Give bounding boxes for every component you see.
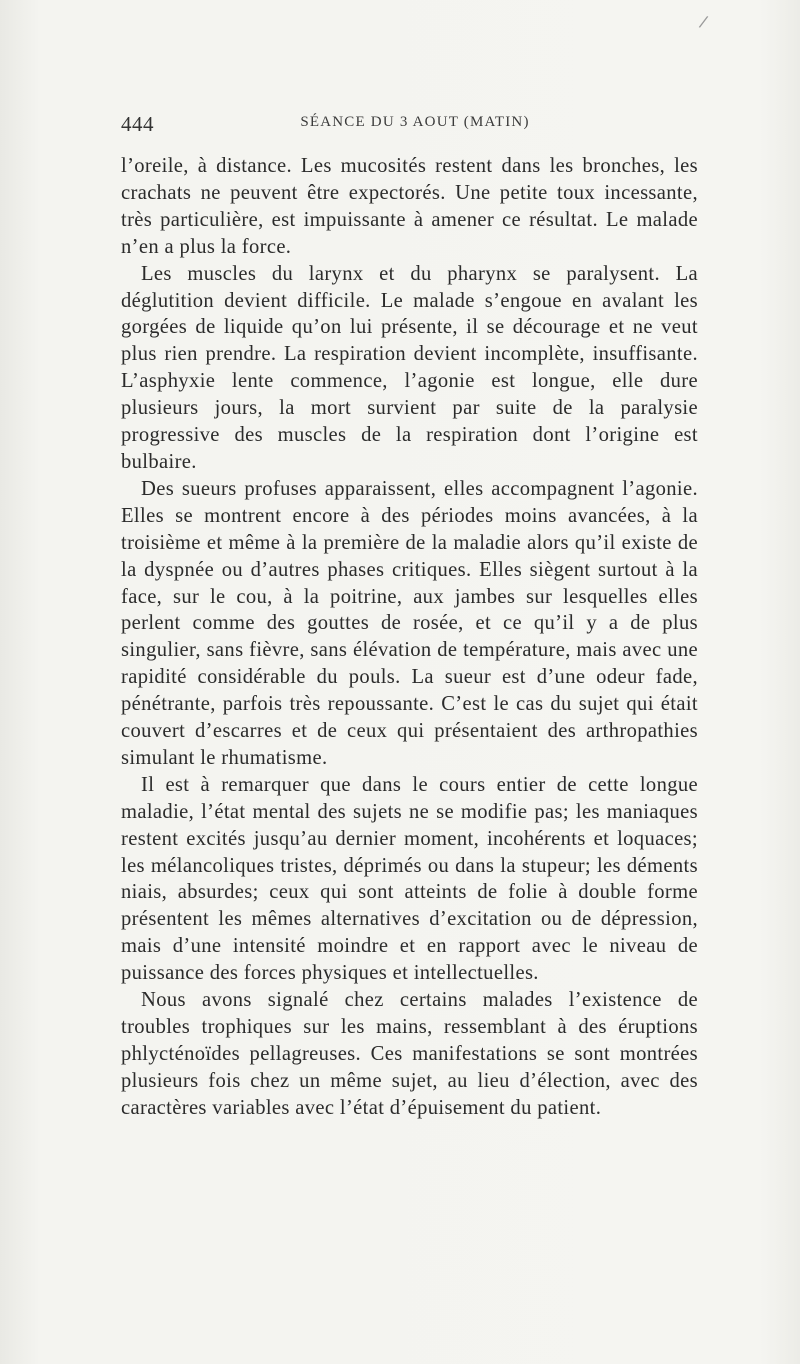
- body-text: [121, 153, 698, 1122]
- running-head: SÉANCE DU 3 AOUT (MATIN): [300, 114, 530, 130]
- paragraph-5: Nous avons signalé chez certains malades l’existence de troubles trophiques sur les mains, ressemblant à des éruptions phlycténoïdes pellagreuses. Ces manifestations se sont montrées plusieurs fois chez un même sujet, au lieu d’élection, avec des caractères variables avec l’état d’épuisement du patient.: [121, 989, 698, 1119]
- corner-pencil-mark: /: [697, 11, 710, 32]
- paragraph-3: Des sueurs profuses apparaissent, elles accompagnent l’agonie. Elles se montrent encore à des périodes moins avancées, à la troisième et même à la première de la maladie alors qu’il existe de la dyspnée ou d’autres phases critiques. Elles siègent surtout à la face, sur le cou, à la poitrine, aux jambes sur lesquelles elles perlent comme des gouttes de rosée, et ce qu’il y a de plus singulier, sans fièvre, sans élévation de température, mais avec une rapidité considérable du pouls. La sueur est d’une odeur fade, pénétrante, parfois très repoussante. C’est le cas du sujet qui était couvert d’escarres et de ceux qui présentaient des arthropathies simulant le rhumatisme.: [121, 477, 698, 769]
- page-number: 444: [121, 112, 154, 136]
- page-header: [121, 112, 689, 142]
- paragraph-4: Il est à remarquer que dans le cours entier de cette longue maladie, l’état mental des sujets ne se modifie pas; les maniaques restent excités jusqu’au dernier moment, incohérents et loquaces; les mélancoliques tristes, déprimés ou dans la stupeur; les déments niais, absurdes; ceux qui sont atteints de folie à double forme présentent les mêmes alternatives d’excitation ou de dépression, mais d’une intensité moindre et en rapport avec le niveau de puissance des forces physiques et intellectuelles.: [121, 773, 698, 985]
- paragraph-1: l’oreile, à distance. Les mucosités restent dans les bronches, les crachats ne peuvent être expectorés. Une petite toux incessante, très particulière, est impuissante à amener ce résultat. Le malade n’en a plus la force.: [121, 155, 698, 258]
- paragraph-2: Les muscles du larynx et du pharynx se paralysent. La déglutition devient difficile. Le malade s’engoue en avalant les gorgées de liquide qu’on lui présente, il se décourage et ne veut plus rien prendre. La respiration devient incomplète, insuffisante. L’asphyxie lente commence, l’agonie est longue, elle dure plusieurs jours, la mort survient par suite de la paralysie progressive des muscles de la respiration dont l’origine est bulbaire.: [121, 262, 698, 473]
